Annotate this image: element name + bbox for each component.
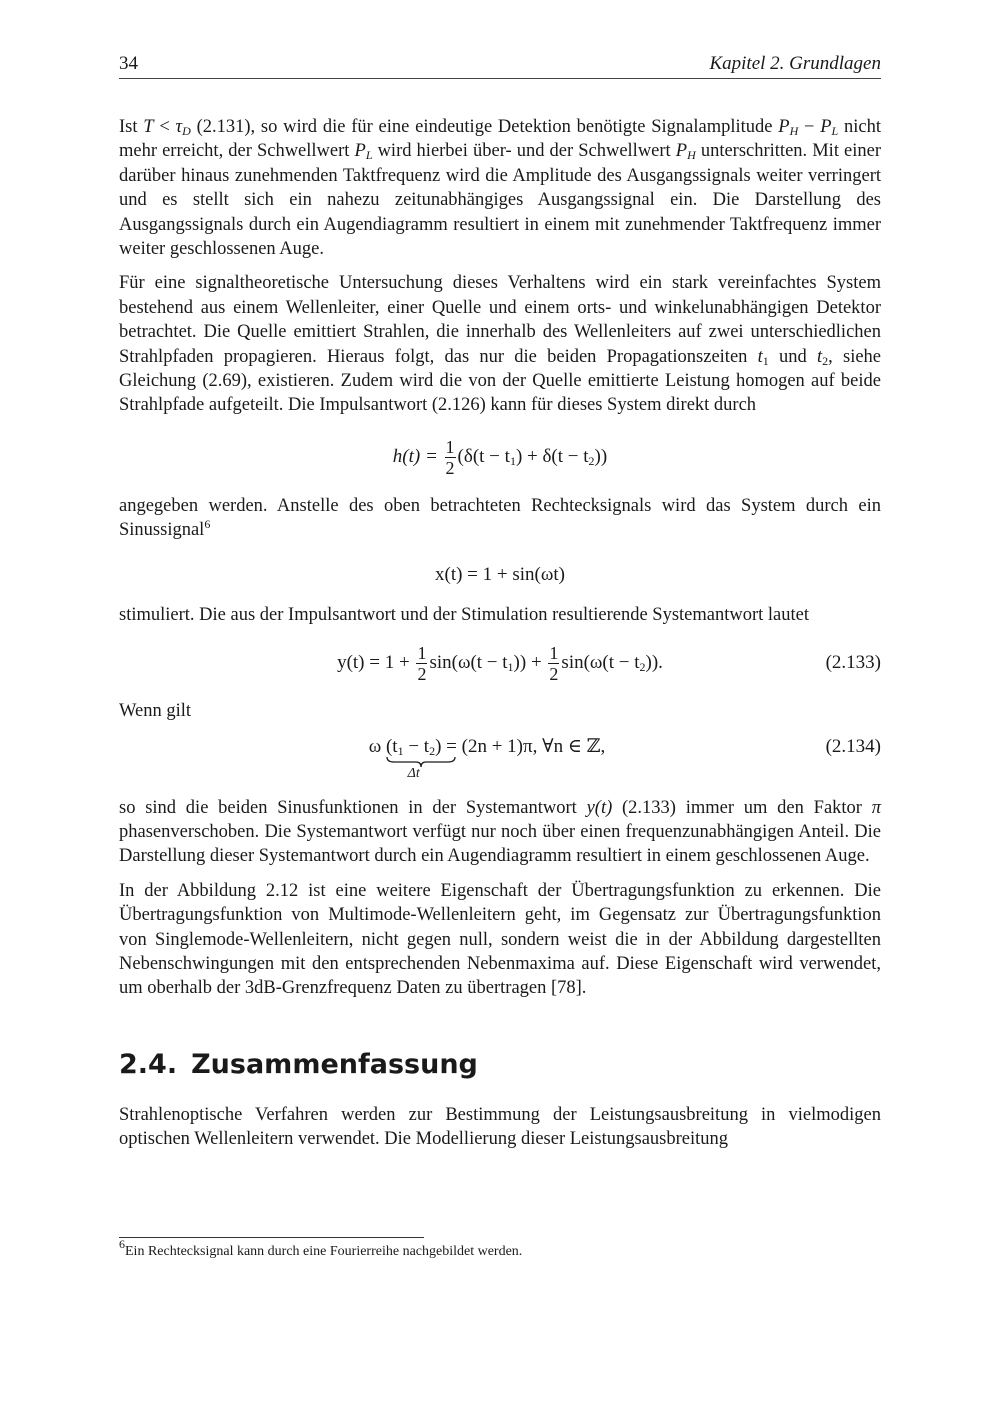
underbrace-label: Δt bbox=[407, 765, 420, 781]
paragraph-1: Ist $T < \tau_D$ (2.131), so wird die für eine eindeutige Detektion benötigte Signalamplitude $P_H - P_L$ nicht mehr erreicht, der Schwellwert $P_L$ wird hierbei über- und der Schwellwert $P_H$ unterschritten. Mit einer darüber hinaus zunehmenden Taktfrequenz wird die Amplitude des Ausgangssignals weiter verringert und es stellt sich ein nahezu zeitunabhängiges Ausgangssignal ein. Die Darstellung des Ausgangssignals durch ein Augendiagramm resultiert in einem mit zunehmender Taktfrequenz immer weiter geschlossenen Auge. bbox=[119, 117, 881, 260]
footnote-rule bbox=[119, 1237, 424, 1238]
paragraph-2: Für eine signaltheoretische Untersuchung dieses Verhaltens wird ein stark vereinfachtes System bestehend aus einem Wellenleiter, einer Quelle und einem orts- und winkelunabhängigen Detektor betrachtet. Die Quelle emittiert Strahlen, die innerhalb des Wellenleiters auf zwei unterschiedlichen Strahlpfaden propagieren. Hieraus folgt, das nur die beiden Propagationszeiten $t_1$ und $t_2$, siehe Gleichung (2.69), existieren. Zudem wird die von der Quelle emittierte Leistung homogen auf beide Strahlpfade aufgeteilt. Die Impulsantwort (2.126) kann für dieses System direkt durch bbox=[119, 273, 882, 416]
paragraph-5: Wenn gilt bbox=[119, 701, 191, 722]
footnote-text: Ein Rechtecksignal kann durch eine Fourierreihe nachgebildet werden. bbox=[125, 1244, 523, 1259]
equation-stimulus: x(t) = 1 + sin(ωt) bbox=[435, 563, 565, 585]
fraction: $\frac{1}{2}$ bbox=[549, 643, 559, 685]
section-title: Zusammenfassung bbox=[191, 1048, 478, 1080]
paragraph-4: stimuliert. Die aus der Impulsantwort und der Stimulation resultierende Systemantwort lautet bbox=[119, 604, 810, 625]
equation-2-134: ω $(t_1 - t_2)$ Δt = (2n + 1)π, ∀n ∈ ℤ, (2.134) bbox=[119, 730, 881, 790]
footnote bbox=[119, 1237, 881, 1261]
page-number: 34 bbox=[119, 53, 138, 74]
paragraph-7: In der Abbildung 2.12 ist eine weitere Eigenschaft der Übertragungsfunktion zu erkennen. Die Übertragungsfunktion von Multimode-Wellenleitern geht, im Gegensatz zur Übertragungsfunktion von Singlemode-Wellenleitern, nicht gegen null, sondern weist die in der Abbildung dargestellten Nebenschwingungen mit den entsprechenden Nebenmaxima auf. Diese Eigenschaft wird verwendet, um oberhalb der 3dB-Grenzfrequenz Daten zu übertragen [78]. bbox=[119, 880, 881, 999]
equation-impulse-response: h(t) = $\frac{1}{2}$ $(\delta(t - t_1) + \delta(t - t_2))$ bbox=[392, 437, 608, 479]
footnote-number: 6 bbox=[119, 1237, 125, 1251]
equation-number: (2.133) bbox=[825, 652, 881, 674]
page-content bbox=[119, 52, 881, 1152]
paragraph-8: Strahlenoptische Verfahren werden zur Bestimmung der Leistungsausbreitung in vielmodigen optischen Wellenleitern verwendet. Die Modellierung dieser Leistungsausbreitung bbox=[119, 1104, 881, 1150]
footnote-mark[interactable]: 6 bbox=[204, 517, 211, 532]
equation-number: (2.134) bbox=[825, 735, 881, 757]
underbrace-group: $(t_1 - t_2)$ Δt bbox=[386, 736, 441, 758]
fraction: $\frac{1}{2}$ bbox=[417, 643, 427, 685]
paragraph-3: angegeben werden. Anstelle des oben betrachteten Rechtecksignals wird das System durch ein Sinussignal$^6$ bbox=[119, 495, 881, 541]
section-number: 2.4. bbox=[119, 1048, 178, 1080]
running-header bbox=[119, 52, 881, 79]
paragraph-6: so sind die beiden Sinusfunktionen in der Systemantwort y(t) (2.133) immer um den Faktor π phasenverschoben. Die Systemantwort verfügt nur noch über einen frequenzunabhängigen Anteil. Die Darstellung dieser Systemantwort durch ein Augendiagramm resultiert in einem geschlossenen Auge. bbox=[119, 797, 881, 867]
fraction: $\frac{1}{2}$ bbox=[445, 437, 455, 479]
chapter-title: Kapitel 2. Grundlagen bbox=[709, 53, 881, 74]
equation-2-133: y(t) = 1 + $\frac{1}{2}$ $\sin(\omega(t - t_1))$ + $\frac{1}{2}$ $\sin(\omega(t - t_2))$. (2.133) bbox=[119, 633, 881, 693]
section-heading bbox=[119, 1045, 881, 1085]
